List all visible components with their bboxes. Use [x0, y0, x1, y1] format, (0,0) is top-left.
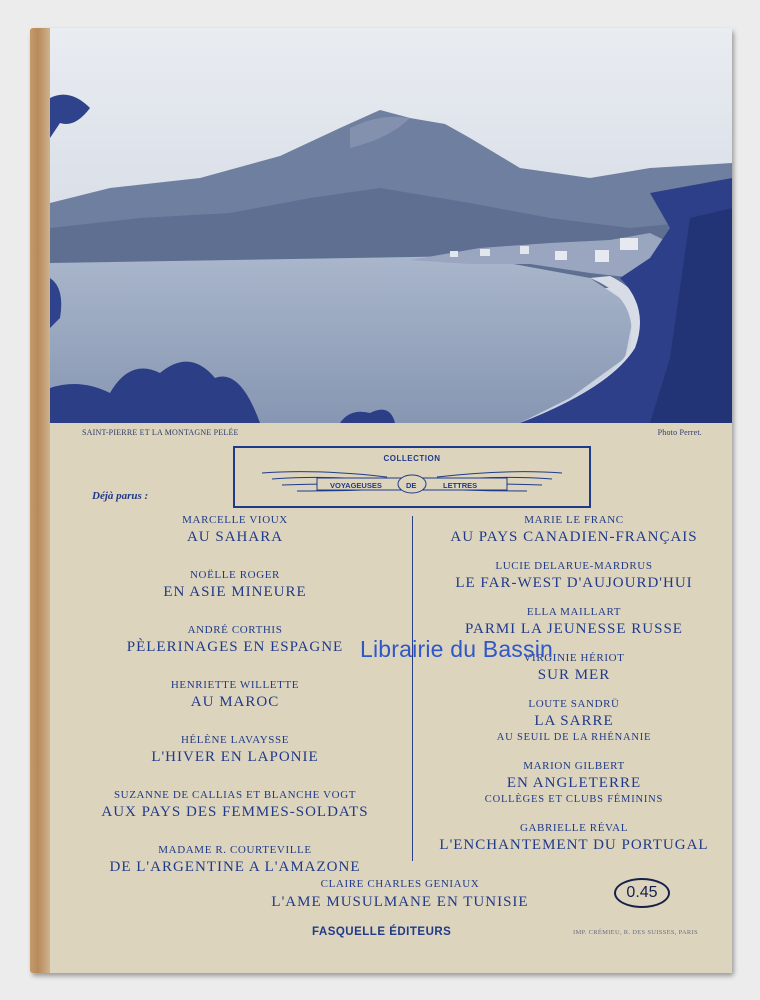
book-spine — [30, 28, 50, 973]
photo-credit: Photo Perret. — [657, 428, 702, 437]
author-name: HENRIETTE WILLETTE — [170, 679, 300, 691]
collection-word-left: VOYAGEUSES — [330, 481, 382, 490]
list-item — [65, 569, 405, 624]
list-item — [416, 514, 732, 560]
book-title: LA SARRE — [534, 713, 614, 729]
collection-banner — [233, 446, 591, 508]
author-name: MARCELLE VIOUX — [182, 514, 288, 526]
column-divider — [412, 516, 413, 861]
seller-watermark: Librairie du Bassin — [360, 636, 554, 662]
author-name: NOËLLE ROGER — [190, 569, 280, 581]
bottom-title: L'AME MUSULMANE EN TUNISIE — [271, 894, 529, 910]
author-name: MARIE LE FRANC — [524, 514, 624, 526]
book-back-cover — [30, 28, 732, 973]
author-name: GABRIELLE RÉVAL — [519, 822, 629, 834]
book-title: SUR MER — [537, 667, 611, 683]
collection-word-right: LETTRES — [443, 481, 478, 490]
collection-word-middle: DE — [406, 481, 417, 490]
publisher-name: FASQUELLE ÉDITEURS — [312, 926, 452, 938]
author-name: MARION GILBERT — [523, 760, 625, 772]
list-item — [65, 679, 405, 734]
author-name: LUCIE DELARUE-MARDRUS — [495, 560, 653, 572]
price-stamp: 0.45 — [614, 878, 670, 908]
list-item — [416, 698, 732, 760]
book-title: AU SAHARA — [186, 529, 284, 545]
author-name: ANDRÉ CORTHIS — [187, 624, 283, 636]
list-item — [416, 560, 732, 606]
already-published-label: Déjà parus : — [92, 490, 149, 502]
photo-caption: SAINT-PIERRE ET LA MONTAGNE PELÉE — [82, 428, 239, 437]
book-subtitle: COLLÈGES ET CLUBS FÉMININS — [484, 794, 664, 805]
list-item — [65, 844, 405, 899]
author-name: ELLA MAILLART — [526, 606, 622, 618]
book-subtitle: AU SEUIL DE LA RHÉNANIE — [496, 732, 652, 743]
book-title: LE FAR-WEST D'AUJOURD'HUI — [455, 575, 693, 591]
book-title: PARMI LA JEUNESSE RUSSE — [465, 621, 683, 637]
list-item — [416, 760, 732, 822]
author-name: HÉLÈNE LAVAYSSE — [180, 734, 290, 746]
cover-page — [50, 28, 732, 973]
book-title: L'HIVER EN LAPONIE — [151, 749, 319, 765]
list-item — [65, 789, 405, 844]
list-item — [416, 822, 732, 868]
book-title: EN ASIE MINEURE — [163, 584, 307, 600]
printer-imprint: IMP. CRÉMIEU, R. DES SUISSES, PARIS — [573, 929, 698, 936]
right-book-list — [416, 514, 732, 868]
collection-title: COLLECTION — [383, 454, 441, 463]
author-name: VIRGINIE HÉRIOT — [523, 652, 625, 664]
book-title: PÈLERINAGES EN ESPAGNE — [126, 639, 344, 655]
book-title: L'ENCHANTEMENT DU PORTUGAL — [439, 837, 709, 853]
author-name: LOUTE SANDRÜ — [528, 698, 620, 710]
book-title: AU MAROC — [190, 694, 280, 710]
author-name: SUZANNE DE CALLIAS ET BLANCHE VOGT — [113, 789, 357, 801]
author-name: MADAME R. COURTEVILLE — [158, 844, 312, 856]
book-title: DE L'ARGENTINE A L'AMAZONE — [109, 859, 361, 875]
left-book-list — [65, 514, 405, 899]
list-item — [65, 514, 405, 569]
book-title: AUX PAYS DES FEMMES-SOLDATS — [101, 804, 369, 820]
landscape-photo — [50, 28, 732, 423]
list-item — [65, 734, 405, 789]
list-item — [65, 624, 405, 679]
bottom-author: CLAIRE CHARLES GENIAUX — [320, 878, 480, 890]
book-title: EN ANGLETERRE — [506, 775, 642, 791]
book-title: AU PAYS CANADIEN-FRANÇAIS — [450, 529, 698, 545]
